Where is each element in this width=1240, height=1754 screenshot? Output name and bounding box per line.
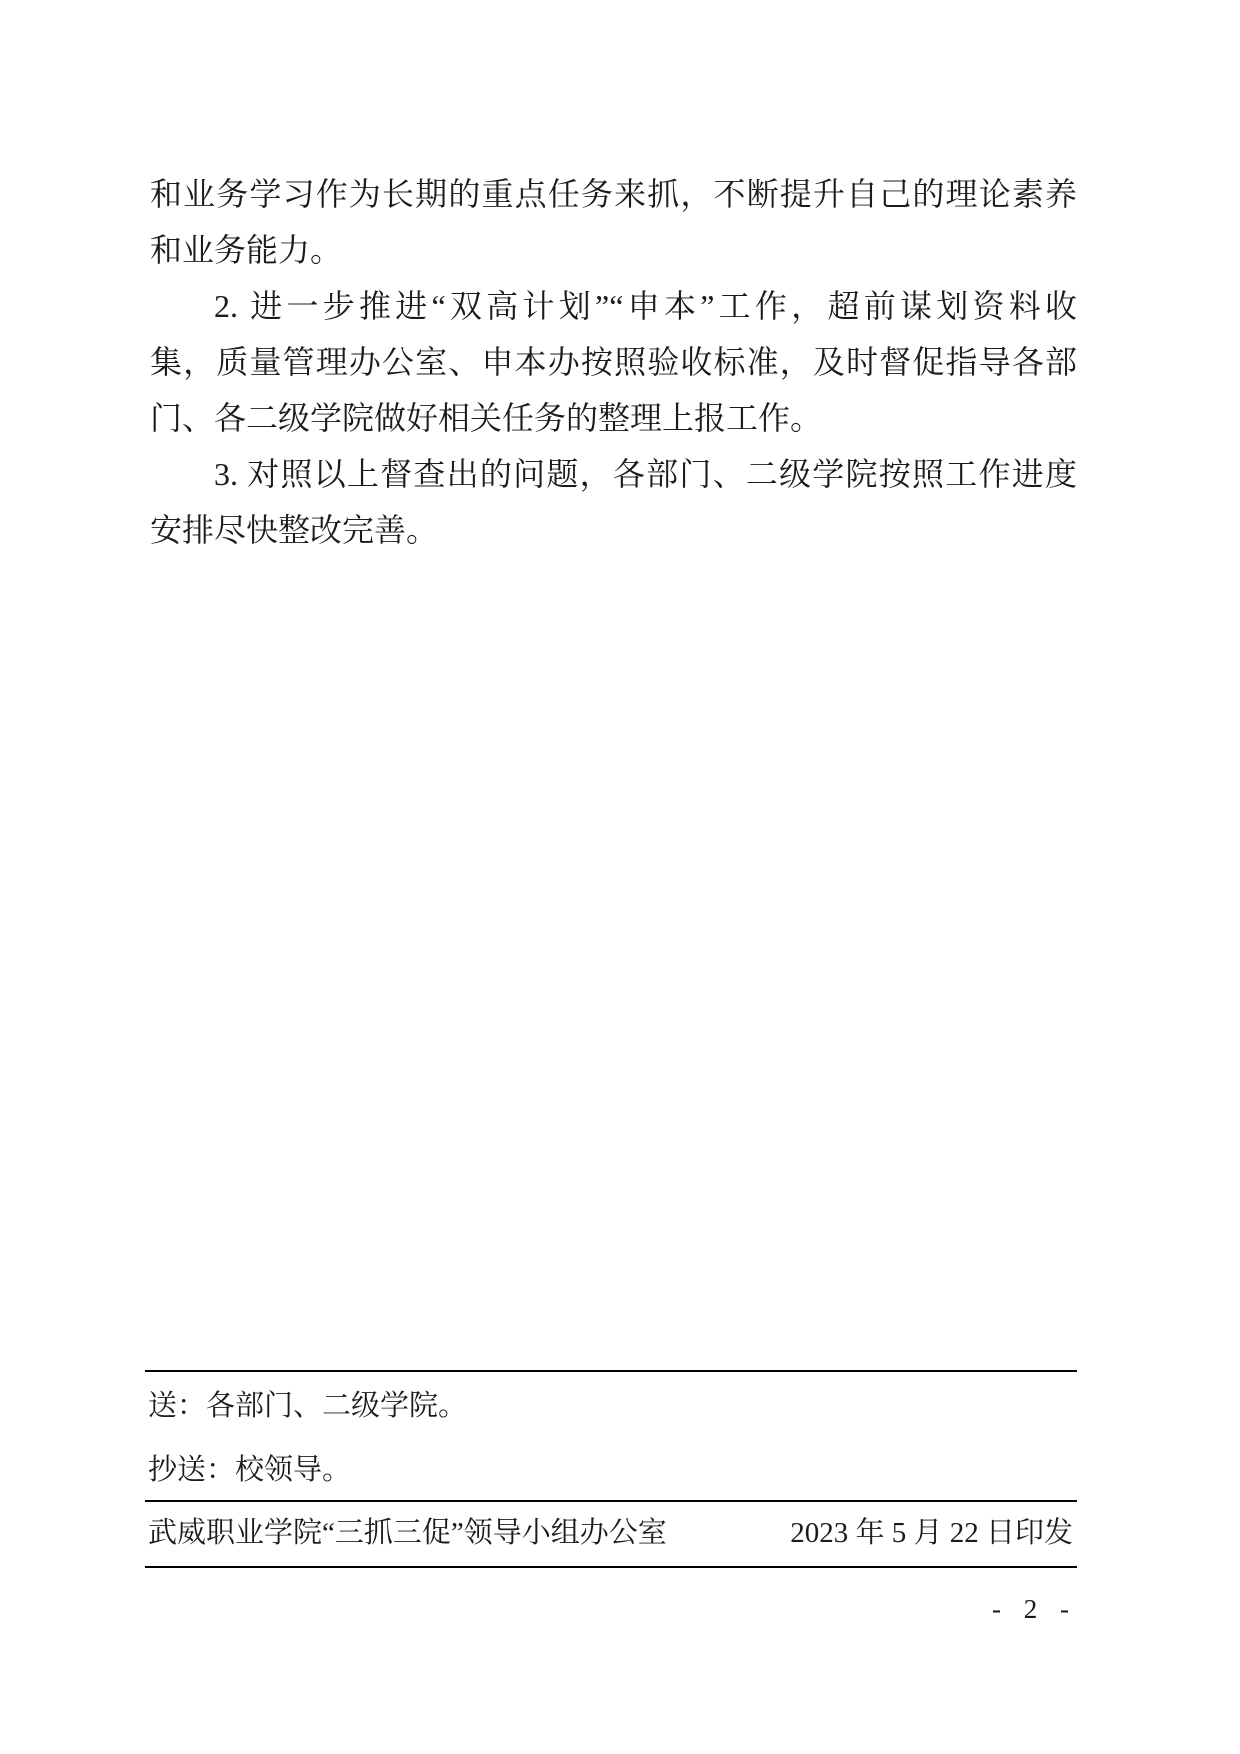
copy-distribution-line: 抄送：校领导。 <box>148 1454 352 1486</box>
document-body <box>150 166 1077 558</box>
body-text-line: 和业务能力。 <box>150 232 343 268</box>
body-text-line: 2. 进一步推进“双高计划”“申本”工作，超前谋划资料收 <box>214 288 1077 324</box>
body-text-line: 和业务学习作为长期的重点任务来抓，不断提升自己的理论素养 <box>150 176 1077 212</box>
distribution-line: 送：各部门、二级学院。 <box>148 1390 468 1422</box>
body-text-line: 安排尽快整改完善。 <box>150 512 439 548</box>
body-text-line: 门、各二级学院做好相关任务的整理上报工作。 <box>150 400 823 436</box>
divider-line-bottom <box>145 1566 1077 1568</box>
print-date: 2023 年 5 月 22 日印发 <box>790 1517 1073 1549</box>
issuer-row <box>148 1512 1073 1554</box>
divider-line-top <box>145 1370 1077 1372</box>
divider-line-middle <box>145 1500 1077 1502</box>
issuing-office: 武威职业学院“三抓三促”领导小组办公室 <box>148 1517 667 1549</box>
page-number: - 2 - <box>992 1594 1077 1624</box>
body-text-line: 集，质量管理办公室、申本办按照验收标准，及时督促指导各部 <box>150 344 1077 380</box>
body-text-line: 3. 对照以上督查出的问题，各部门、二级学院按照工作进度 <box>214 456 1077 492</box>
